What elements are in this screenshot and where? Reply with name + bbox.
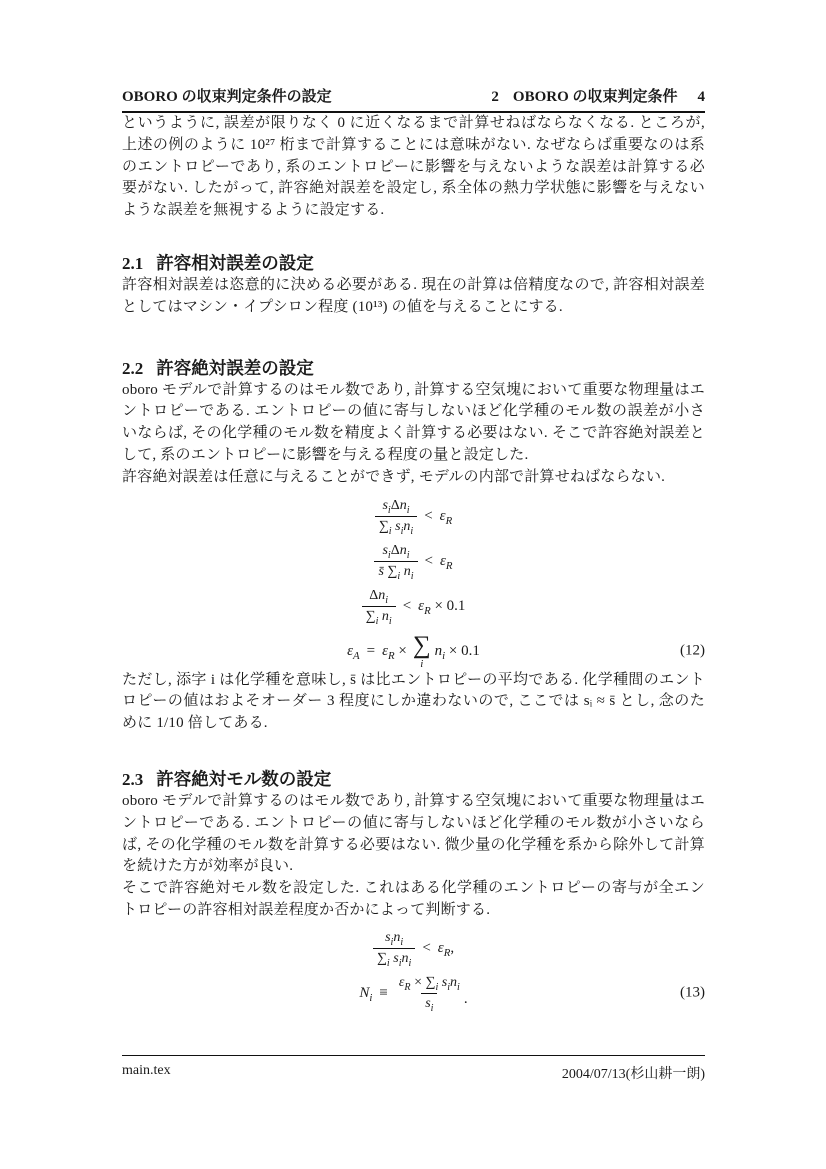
paragraph: ただし, 添字 i は化学種を意味し, s̄ は比エントロピーの平均である. 化学種間のエントロピーの値はおよそオーダー 3 程度にしか違わないので, ここでは sᵢ ≈ s̄ とし, 念のために 1/10 倍してある. <box>122 671 705 732</box>
paragraph: oboro モデルで計算するのはモル数であり, 計算する空気塊において重要な物理量はエントロピーである. エントロピーの値に寄与しないほど化学種のモル数の誤差が小さいならば, その化学種のモル数を精度よく計算する必要はない. そこで許容絶対誤差として, 系のエントロピーに影響を与える程度の量と設定した. <box>122 381 705 463</box>
equation-rhs: $\varepsilon_R$, <box>437 939 455 959</box>
equation-row <box>122 975 705 1012</box>
section-title: 許容相対誤差の設定 <box>156 252 314 273</box>
page-number: 4 <box>697 89 705 105</box>
section-number: 2.1 <box>122 253 144 273</box>
equation-rhs: $\frac{\varepsilon_R \times \sum_i s_in_i}{s_i}$ . <box>395 975 468 1012</box>
paragraph: 許容相対誤差は恣意的に決める必要がある. 現在の計算は倍精度なので, 許容相対誤差としてはマシン・イプシロン程度 (10¹³) の値を与えることにする. <box>122 276 705 315</box>
equation-lhs: $\varepsilon_A$ <box>347 642 360 662</box>
paragraph: oboro モデルで計算するのはモル数であり, 計算する空気塊において重要な物理量はエントロピーである. エントロピーの値に寄与しないほど化学種のモル数が小さいならば, その化学種のモル数を計算する必要はない. 微少量の化学種を系から除外して計算を続けた方が効率が良い. <box>122 792 705 875</box>
equation-row <box>122 498 705 535</box>
equation-block-12 <box>122 498 705 670</box>
fraction: $\frac{\varepsilon_R \times \sum_i s_in_i}{s_i}$ <box>398 974 460 1014</box>
equation-rhs: $\varepsilon_R$ <box>440 552 453 572</box>
fraction: $\frac{s_i\Delta n_i}{\sum_i s_in_i}$ <box>375 498 417 535</box>
footer-filename: main.tex <box>122 1063 171 1078</box>
header-section-title: OBORO の収束判定条件 <box>512 89 678 105</box>
equation-lhs: $N_i$ <box>359 984 373 1004</box>
page-content <box>122 0 705 1012</box>
header-section-number: 2 <box>491 89 499 105</box>
fraction: $\frac{s_i\Delta n_i}{s̄ \sum_i n_i}$ <box>374 543 417 580</box>
relation-sign: < <box>422 939 431 956</box>
equation-row <box>122 930 705 967</box>
equation-rhs: $\varepsilon_R$ × ∑ i $n_i \times 0.1$ <box>382 631 480 670</box>
page-footer <box>122 1055 705 1083</box>
relation-sign: < <box>424 507 433 524</box>
fraction: $\frac{\Delta n_i}{\sum_i n_i}$ <box>362 588 396 625</box>
section-number: 2.2 <box>122 358 144 378</box>
paragraph: そこで許容絶対モル数を設定した. これはある化学種のエントロピーの寄与が全エントロピーの許容相対誤差程度か否かによって判断する. <box>122 880 705 918</box>
equation-rhs: $\varepsilon_R \times 0.1$ <box>418 597 466 617</box>
intro-paragraph: というように, 誤差が限りなく 0 に近くなるまで計算せねばならなくなる. ところが, 上述の例のように 10²⁷ 桁まで計算することには意味がない. なぜならば重要なのは系のエントロピーであり, 系のエントロピーに影響を与えないような誤差は計算する必要がない. したがって, 許容絶対誤差を設定し, 系全体の熱力学状態に影響を与えないような誤差を無視するように設定する. <box>122 115 705 219</box>
fraction: $\frac{s_in_i}{\sum_i s_in_i}$ <box>373 930 415 967</box>
equation-row <box>122 633 705 670</box>
relation-sign: ≡ <box>379 984 388 1001</box>
paragraph: 許容絶対誤差は任意に与えることができず, モデルの内部で計算せねばならない. <box>122 468 666 485</box>
summation-symbol: ∑ i <box>412 631 431 670</box>
relation-sign: < <box>402 597 412 614</box>
running-header <box>122 85 705 113</box>
equation-rhs: $\varepsilon_R$ <box>439 507 453 527</box>
section-title: 許容絶対モル数の設定 <box>156 768 332 789</box>
relation-sign: = <box>366 642 376 659</box>
section-number: 2.3 <box>122 769 144 789</box>
equation-block-13 <box>122 930 705 1012</box>
footer-date-author: 2004/07/13(杉山耕一朗) <box>561 1067 705 1082</box>
equation-row <box>122 543 705 580</box>
section-heading-2-3 <box>122 766 705 791</box>
section-title: 許容絶対誤差の設定 <box>156 357 314 378</box>
relation-sign: < <box>424 552 433 569</box>
equation-number: (12) <box>680 642 705 659</box>
equation-row <box>122 588 705 625</box>
section-heading-2-1 <box>122 250 705 275</box>
header-right-group <box>491 85 705 106</box>
header-left-title: OBORO の収束判定条件の設定 <box>122 89 332 105</box>
section-heading-2-2 <box>122 355 705 380</box>
equation-number: (13) <box>680 984 705 1001</box>
